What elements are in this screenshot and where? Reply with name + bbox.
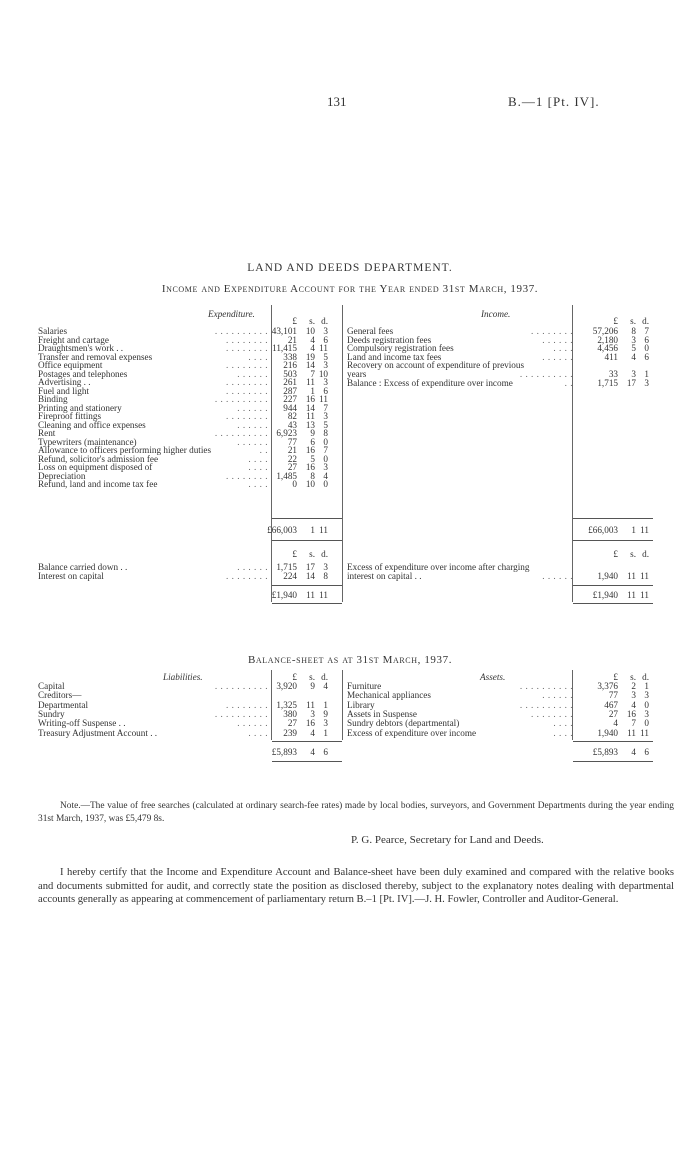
exp-shilling-unit: s.: [309, 316, 315, 326]
expenditure-row-pounds: 287: [283, 385, 297, 396]
asset-total-shillings: 4: [631, 747, 636, 757]
exp-total-rule: [272, 540, 342, 541]
income2-row-label: Excess of expenditure over income after charging: [347, 562, 530, 572]
expenditure-row-leader: . . . .: [248, 453, 268, 464]
income-row-label: Land and income tax fees: [347, 351, 442, 362]
asset-row-shillings: 16: [626, 708, 636, 719]
liab-subtotal-rule: [272, 741, 342, 742]
expenditure-row-label: Salaries: [38, 326, 68, 336]
liability-row-label: Departmental: [38, 699, 88, 710]
asset-pound-unit: £: [613, 672, 618, 682]
asset-row-pence: 0: [644, 699, 649, 710]
income-heading: Income.: [481, 309, 511, 319]
income-row-shillings: 5: [631, 343, 636, 354]
expenditure-row-label: Office equipment: [38, 360, 103, 370]
liability-row-shillings: 4: [310, 727, 315, 738]
inc2-total-pounds: £1,940: [592, 590, 618, 600]
expenditure-row-leader: . . . . . .: [237, 368, 268, 379]
liab-total-pence: 6: [323, 747, 328, 757]
income-row-shillings: 17: [626, 377, 636, 388]
expenditure-row-pence: 8: [323, 428, 328, 438]
exp2-shilling-unit: s.: [309, 549, 315, 559]
expenditure-row-shillings: 4: [310, 343, 315, 353]
expenditure-row-leader: . . . .: [248, 351, 268, 362]
liability-row-shillings: 9: [310, 681, 315, 691]
expenditure-row-pence: 7: [323, 402, 328, 413]
asset-row-shillings: 2: [631, 681, 636, 691]
expenditure-row-pounds: 77: [287, 436, 297, 447]
expenditure-row-pounds: 21: [287, 334, 297, 345]
asset-row-pounds: 1,940: [597, 727, 618, 738]
asset-row-pence: 11: [640, 727, 649, 738]
expenditure-row-label: Refund, solicitor's admission fee: [38, 453, 159, 464]
expenditure2-row-pounds: 1,715: [276, 562, 297, 572]
income-row-pence: 7: [644, 326, 649, 336]
expenditure2-row-label: Balance carried down . .: [38, 562, 128, 572]
expenditure-row-pounds: 82: [287, 411, 297, 421]
liab-pound-unit: £: [292, 672, 297, 682]
asset-row-pounds: 4: [613, 718, 618, 729]
income-row-shillings: 4: [631, 351, 636, 362]
expenditure-row-label: Transfer and removal expenses: [38, 351, 153, 362]
expenditure-row-pounds: 0: [292, 479, 297, 489]
expenditure-row-label: Advertising . .: [38, 377, 91, 387]
expenditure-row-leader: . . . . . .: [237, 419, 268, 430]
asset-row-shillings: 4: [631, 699, 636, 710]
liability-row-label: Writing-off Suspense . .: [38, 718, 126, 729]
income-row-shillings: 8: [631, 326, 636, 336]
exp2-pence-unit: d.: [321, 549, 328, 559]
asset-row-pence: 0: [644, 718, 649, 729]
expenditure-row-leader: . . . . . . . .: [226, 411, 268, 421]
expenditure-heading: Expenditure.: [208, 309, 255, 319]
certificate-paragraph: I hereby certify that the Income and Expenditure Account and Balance-sheet have been duly examined and compared with the relative books and documents submitted for audit, and correctly state the position as disclosed thereby, subject to the explanatory notes dealing with departmental accounts generally as appearing at commencement of parliamentary return B.–1 [Pt. IV].—J. H. Fowler, Controller and Auditor-General.: [38, 867, 674, 906]
income-row-leader: . . . . . .: [542, 334, 573, 345]
asset-row-pence: 3: [644, 708, 649, 719]
expenditure-row-label: Binding: [38, 394, 68, 404]
expenditure-row-shillings: 9: [310, 428, 315, 438]
expenditure-row-pounds: 22: [287, 453, 297, 464]
expenditure-row-shillings: 4: [310, 334, 315, 345]
expenditure-row-leader: . . . .: [248, 479, 268, 489]
expenditure-row-label: Cleaning and office expenses: [38, 419, 146, 430]
expenditure-row-shillings: 19: [305, 351, 315, 362]
income-row-pounds: 1,715: [597, 377, 618, 388]
expenditure2-row-shillings: 14: [305, 571, 315, 581]
income-row-label: years: [347, 369, 367, 379]
center-divider: [342, 305, 343, 602]
expenditure-row-shillings: 16: [305, 394, 315, 404]
expenditure-row-shillings: 10: [305, 479, 315, 489]
expenditure-row-pence: 6: [323, 385, 328, 396]
income-row-pounds: 411: [604, 351, 618, 362]
liability-row-pence: 1: [323, 699, 328, 710]
exp-total-shillings: 1: [310, 525, 315, 535]
expenditure-row-leader: . .: [259, 445, 268, 455]
income-row-label: Deeds registration fees: [347, 334, 432, 345]
expenditure2-row-pence: 3: [323, 562, 328, 572]
expenditure2-row-leader: . . . . . . . .: [226, 571, 268, 581]
liability-row-leader: . . . . . . . . . .: [214, 708, 268, 719]
asset-row-leader: . . . . . . . . . .: [519, 699, 573, 710]
liability-row-label: Creditors—: [38, 690, 82, 701]
expenditure-row-shillings: 13: [305, 419, 315, 430]
asset-row-pence: 3: [644, 690, 649, 701]
liab-shilling-unit: s.: [309, 672, 315, 682]
assets-heading: Assets.: [480, 672, 506, 682]
expenditure2-row-leader: . . . . . .: [237, 562, 268, 572]
expenditure-row-leader: . . . . . . . . . .: [214, 394, 268, 404]
asset-row-leader: . . . .: [553, 718, 573, 729]
liab-pence-unit: d.: [321, 672, 328, 682]
income2-row-shillings: 11: [627, 571, 636, 581]
expenditure-row-shillings: 6: [310, 436, 315, 447]
expenditure-row-leader: . . . . . . . .: [226, 470, 268, 481]
expenditure-row-pence: 0: [323, 453, 328, 464]
income-row-pence: 3: [644, 377, 649, 388]
expenditure-row-pounds: 21: [287, 445, 297, 455]
inc2-subtotal-rule: [573, 585, 653, 586]
asset-row-leader: . . . . . .: [542, 690, 573, 701]
bs-center-divider: [342, 670, 343, 740]
expenditure-row-leader: . . . .: [248, 462, 268, 472]
inc-pence-unit: d.: [642, 316, 649, 326]
income-row-label: Recovery on account of expenditure of previous: [347, 360, 525, 371]
liab-total-shillings: 4: [310, 747, 315, 757]
income-row-shillings: 3: [631, 334, 636, 345]
inc2-total-shillings: 11: [627, 590, 636, 600]
expenditure2-row-pence: 8: [323, 571, 328, 581]
expenditure-row-label: Fireproof fittings: [38, 411, 102, 421]
exp-subtotal-rule: [272, 518, 342, 519]
expenditure-row-leader: . . . . . . . .: [226, 360, 268, 370]
asset-shilling-unit: s.: [630, 672, 636, 682]
inc2-total-pence: 11: [640, 590, 649, 600]
expenditure-row-pence: 0: [323, 479, 328, 489]
asset-subtotal-rule: [573, 741, 653, 742]
expenditure-row-pence: 3: [323, 411, 328, 421]
liab-total-pounds: £5,893: [271, 747, 297, 757]
liability-row-pence: 4: [323, 681, 328, 691]
expenditure-row-leader: . . . . . .: [237, 402, 268, 413]
asset-row-label: Furniture: [347, 681, 382, 691]
expenditure-row-pence: 11: [319, 394, 328, 404]
expenditure-row-pounds: 11,415: [272, 343, 297, 353]
income-row-label: Balance : Excess of expenditure over income: [347, 377, 513, 388]
income-row-pence: 6: [644, 351, 649, 362]
income-row-leader: . . . . . .: [542, 351, 573, 362]
income-row-leader: . . . .: [553, 343, 573, 354]
liability-row-leader: . . . . . . . .: [226, 699, 268, 710]
income2-row-leader: . . . . . .: [542, 571, 573, 581]
asset-row-label: Mechanical appliances: [347, 690, 431, 701]
asset-pence-unit: d.: [642, 672, 649, 682]
expenditure-row-pence: 6: [323, 334, 328, 345]
exp-pound-unit: £: [292, 316, 297, 326]
expenditure-row-label: Allowance to officers performing higher duties: [38, 445, 212, 455]
exp2-total-shillings: 11: [306, 590, 315, 600]
expenditure-row-label: Postages and telephones: [38, 368, 128, 379]
expenditure-row-label: Freight and cartage: [38, 334, 109, 345]
exp2-total-rule: [272, 603, 342, 604]
account-title: Income and Expenditure Account for the Year ended 31st March, 1937.: [161, 283, 539, 295]
income-row-leader: . .: [564, 377, 573, 388]
inc-subtotal-rule: [573, 518, 653, 519]
expenditure-row-shillings: 10: [305, 326, 315, 336]
asset-row-pounds: 3,376: [597, 681, 618, 691]
income2-row-pounds: 1,940: [597, 571, 618, 581]
liability-row-pounds: 27: [287, 718, 297, 729]
expenditure-row-shillings: 7: [310, 368, 315, 379]
page-reference: B.—1 [Pt. IV].: [508, 94, 600, 109]
inc2-total-rule: [573, 603, 653, 604]
income-row-label: General fees: [347, 326, 394, 336]
expenditure-row-shillings: 16: [305, 462, 315, 472]
expenditure-row-shillings: 8: [310, 470, 315, 481]
expenditure-row-leader: . . . . . . . .: [226, 343, 268, 353]
expenditure2-row-shillings: 17: [305, 562, 315, 572]
income-row-leader: . . . . . . . . . .: [519, 369, 573, 379]
department-title: LAND AND DEEDS DEPARTMENT.: [247, 262, 453, 274]
income-row-shillings: 3: [631, 369, 636, 379]
inc2-pence-unit: d.: [642, 549, 649, 559]
inc-total-pence: 11: [640, 525, 649, 535]
expenditure-row-shillings: 14: [305, 402, 315, 413]
expenditure-row-leader: . . . . . . . . . .: [214, 326, 268, 336]
inc2-pound-unit: £: [613, 549, 618, 559]
asset-row-pounds: 467: [604, 699, 618, 710]
exp2-total-pounds: £1,940: [271, 590, 297, 600]
asset-row-label: Excess of expenditure over income: [347, 727, 477, 738]
asset-row-shillings: 11: [627, 727, 636, 738]
liability-row-leader: . . . . . .: [237, 718, 268, 729]
expenditure-row-pence: 7: [323, 445, 328, 455]
asset-row-shillings: 3: [631, 690, 636, 701]
income-row-pence: 6: [644, 334, 649, 345]
expenditure-row-pounds: 944: [283, 402, 297, 413]
liability-row-pounds: 239: [283, 727, 297, 738]
expenditure-row-leader: . . . . . . . .: [226, 385, 268, 396]
expenditure-row-label: Loss on equipment disposed of: [38, 462, 153, 472]
asset-row-leader: . . . . . . . .: [531, 708, 573, 719]
expenditure-row-pounds: 6,923: [276, 428, 297, 438]
expenditure-row-pounds: 261: [283, 377, 297, 387]
asset-row-pounds: 27: [608, 708, 618, 719]
income-row-pence: 0: [644, 343, 649, 354]
liability-row-pence: 1: [323, 727, 328, 738]
asset-row-label: Library: [347, 699, 375, 710]
signature: P. G. Pearce, Secretary for Land and Deeds.: [351, 834, 544, 846]
income-row-pence: 1: [644, 369, 649, 379]
note-paragraph: Note.—The value of free searches (calculated at ordinary search-fee rates) made by local bodies, surveyors, and Government Departments during the year ending 31st March, 1937, was £5,479 8s.: [38, 801, 674, 824]
income-row-pounds: 2,180: [597, 334, 618, 345]
inc-pound-unit: £: [613, 316, 618, 326]
expenditure-row-pounds: 43,101: [271, 326, 297, 336]
expenditure-row-shillings: 14: [305, 360, 315, 370]
asset-row-shillings: 7: [631, 718, 636, 729]
asset-row-label: Assets in Suspense: [347, 708, 417, 719]
liability-row-label: Sundry: [38, 708, 65, 719]
expenditure-row-shillings: 11: [306, 377, 315, 387]
expenditure-row-pounds: 503: [283, 368, 297, 379]
expenditure-row-pounds: 27: [287, 462, 297, 472]
expenditure-row-pence: 5: [323, 351, 328, 362]
asset-total-pence: 6: [644, 747, 649, 757]
liability-row-label: Capital: [38, 681, 65, 691]
expenditure-row-label: Draughtsmen's work . .: [38, 343, 124, 353]
inc-total-pounds: £66,003: [588, 525, 618, 535]
expenditure-row-shillings: 5: [310, 453, 315, 464]
income-row-pounds: 33: [608, 369, 618, 379]
income2-row-pence: 11: [640, 571, 649, 581]
exp2-pound-unit: £: [292, 549, 297, 559]
balance-sheet-title: Balance-sheet as at 31st March, 1937.: [247, 654, 453, 666]
expenditure-row-shillings: 11: [306, 411, 315, 421]
income-row-label: Compulsory registration fees: [347, 343, 454, 354]
income-row-leader: . . . . . . . .: [531, 326, 573, 336]
asset-total-rule: [573, 761, 653, 762]
expenditure-row-label: Fuel and light: [38, 385, 90, 396]
expenditure-row-pounds: 216: [283, 360, 297, 370]
asset-row-leader: . . . .: [553, 727, 573, 738]
expenditure-row-pounds: 1,485: [276, 470, 297, 481]
liabilities-heading: Liabilities.: [163, 672, 203, 682]
expenditure-row-pounds: 227: [283, 394, 297, 404]
income-row-pounds: 4,456: [597, 343, 618, 354]
liability-row-pounds: 1,325: [276, 699, 297, 710]
income-row-pounds: 57,206: [592, 326, 618, 336]
liability-row-pence: 9: [323, 708, 328, 719]
asset-row-pounds: 77: [608, 690, 618, 701]
liability-row-shillings: 16: [305, 718, 315, 729]
liability-row-label: Treasury Adjustment Account . .: [38, 727, 158, 738]
expenditure-row-shillings: 16: [305, 445, 315, 455]
expenditure-row-pence: 5: [323, 419, 328, 430]
liability-row-shillings: 11: [306, 699, 315, 710]
expenditure-row-shillings: 1: [310, 385, 315, 396]
expenditure-row-pence: 3: [323, 360, 328, 370]
inc2-shilling-unit: s.: [630, 549, 636, 559]
asset-row-leader: . . . . . . . . . .: [519, 681, 573, 691]
expenditure2-row-pounds: 224: [283, 571, 297, 581]
liability-row-leader: . . . .: [248, 727, 268, 738]
expenditure-row-pounds: 43: [287, 419, 297, 430]
expenditure-row-pence: 3: [323, 326, 328, 336]
liability-row-pence: 3: [323, 718, 328, 729]
inc-total-rule: [573, 540, 653, 541]
expenditure2-row-label: Interest on capital: [38, 571, 104, 581]
expenditure-row-label: Typewriters (maintenance): [38, 436, 137, 447]
expenditure-row-label: Rent: [38, 428, 56, 438]
expenditure-row-pence: 3: [323, 462, 328, 472]
exp-pence-unit: d.: [321, 316, 328, 326]
expenditure-row-pence: 3: [323, 377, 328, 387]
exp-total-pounds: £66,003: [267, 525, 297, 535]
exp2-subtotal-rule: [272, 585, 342, 586]
exp-total-pence: 11: [319, 525, 328, 535]
asset-row-pence: 1: [644, 681, 649, 691]
income2-row-label: interest on capital . .: [347, 571, 422, 581]
inc-total-shillings: 1: [631, 525, 636, 535]
expenditure-row-pounds: 338: [283, 351, 297, 362]
liability-row-leader: . . . . . . . . . .: [214, 681, 268, 691]
asset-total-pounds: £5,893: [592, 747, 618, 757]
expenditure-row-leader: . . . . . . . . . .: [214, 428, 268, 438]
expenditure-row-pence: 10: [318, 368, 328, 379]
expenditure-row-leader: . . . . . . . .: [226, 377, 268, 387]
expenditure-row-pence: 11: [319, 343, 328, 353]
page-number: 131: [327, 94, 347, 109]
exp2-total-pence: 11: [319, 590, 328, 600]
expenditure-row-label: Printing and stationery: [38, 402, 122, 413]
liab-total-rule: [272, 761, 342, 762]
liability-row-shillings: 3: [310, 708, 315, 719]
liability-row-pounds: 3,920: [276, 681, 297, 691]
inc-shilling-unit: s.: [630, 316, 636, 326]
liability-row-pounds: 380: [283, 708, 297, 719]
asset-row-label: Sundry debtors (departmental): [347, 718, 460, 729]
expenditure-row-pence: 0: [323, 436, 328, 447]
expenditure-row-leader: . . . . . .: [237, 436, 268, 447]
expenditure-row-pence: 4: [323, 470, 328, 481]
expenditure-row-label: Refund, land and income tax fee: [38, 479, 158, 489]
expenditure-row-leader: . . . . . . . .: [226, 334, 268, 345]
expenditure-row-label: Depreciation: [38, 470, 86, 481]
